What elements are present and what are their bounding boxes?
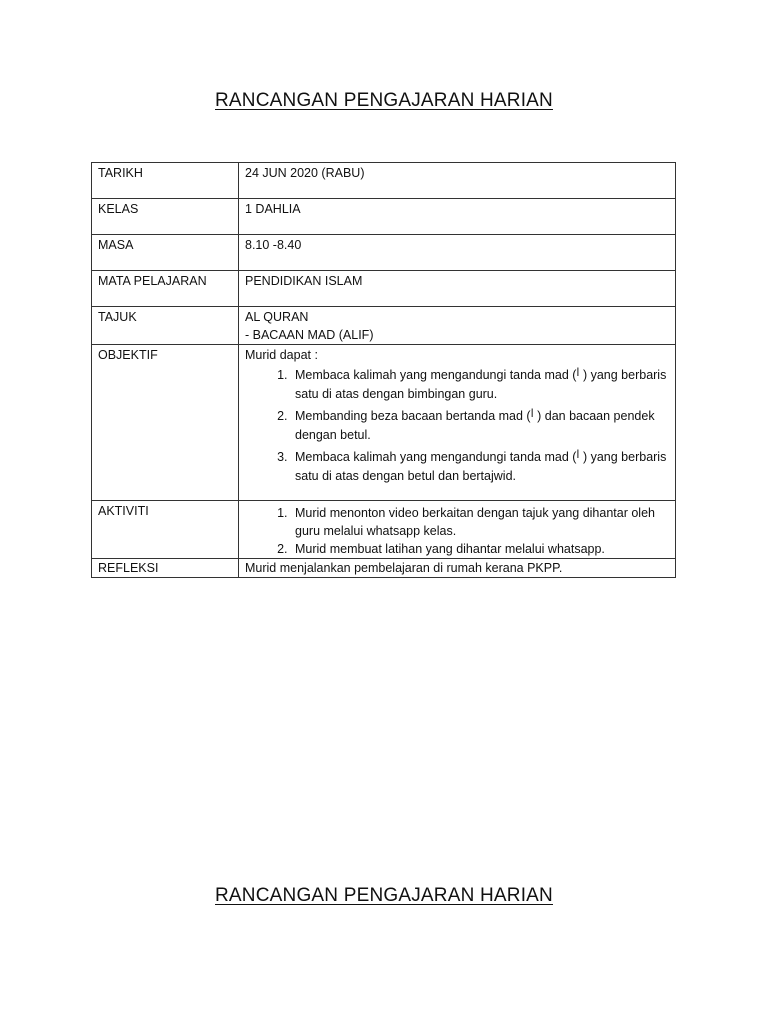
mata-pelajaran-value: PENDIDIKAN ISLAM (239, 271, 676, 307)
objektif-3-text-end: ) yang berbaris satu di atas dengan betul dan bertajwid. (295, 450, 667, 483)
tarikh-value: 24 JUN 2020 (RABU) (239, 163, 676, 199)
list-item (291, 448, 669, 485)
list-item (291, 366, 669, 403)
objektif-1-text-end: ) yang berbaris satu di atas dengan bimbingan guru. (295, 368, 667, 401)
table-row-masa (92, 235, 676, 271)
list-item: 2. Murid membuat latihan yang dihantar melalui whatsapp. (291, 540, 669, 558)
objektif-2-text: Membanding beza bacaan bertanda mad ( (295, 409, 531, 423)
table-row-tarikh (92, 163, 676, 199)
mad-mark: ا (530, 407, 534, 420)
list-item (291, 407, 669, 444)
aktiviti-label: AKTIVITI (92, 501, 239, 559)
page-title: RANCANGAN PENGAJARAN HARIAN (215, 90, 553, 111)
tajuk-value (239, 307, 676, 345)
table-row-mata-pelajaran (92, 271, 676, 307)
table-row-refleksi (92, 559, 676, 578)
table-row-kelas (92, 199, 676, 235)
objektif-3-text: Membaca kalimah yang mengandungi tanda mad ( (295, 450, 577, 464)
table-row-aktiviti (92, 501, 676, 559)
objektif-value (239, 345, 676, 501)
aktiviti-list (245, 504, 669, 558)
objektif-1-text: Membaca kalimah yang mengandungi tanda mad ( (295, 368, 577, 382)
mad-mark: ا (576, 448, 580, 461)
tarikh-label: TARIKH (92, 163, 239, 199)
objektif-2-text-end: ) dan bacaan pendek dengan betul. (295, 409, 655, 442)
mad-mark: ا (576, 366, 580, 379)
page-title-repeat: RANCANGAN PENGAJARAN HARIAN (215, 885, 553, 906)
tajuk-line-2: - BACAAN MAD (ALIF) (245, 328, 374, 342)
lesson-plan-table (91, 162, 676, 578)
aktiviti-value (239, 501, 676, 559)
mata-pelajaran-label: MATA PELAJARAN (92, 271, 239, 307)
table-row-tajuk (92, 307, 676, 345)
refleksi-value: Murid menjalankan pembelajaran di rumah kerana PKPP. (239, 559, 676, 578)
masa-value: 8.10 -8.40 (239, 235, 676, 271)
tajuk-label: TAJUK (92, 307, 239, 345)
kelas-label: KELAS (92, 199, 239, 235)
masa-label: MASA (92, 235, 239, 271)
objektif-label: OBJEKTIF (92, 345, 239, 501)
objektif-intro: Murid dapat : (245, 348, 318, 362)
tajuk-line-1: AL QURAN (245, 310, 309, 324)
objektif-list (245, 366, 669, 485)
table-row-objektif (92, 345, 676, 501)
kelas-value: 1 DAHLIA (239, 199, 676, 235)
refleksi-label: REFLEKSI (92, 559, 239, 578)
list-item: 1. Murid menonton video berkaitan dengan tajuk yang dihantar oleh guru melalui whatsapp kelas. (291, 504, 669, 540)
